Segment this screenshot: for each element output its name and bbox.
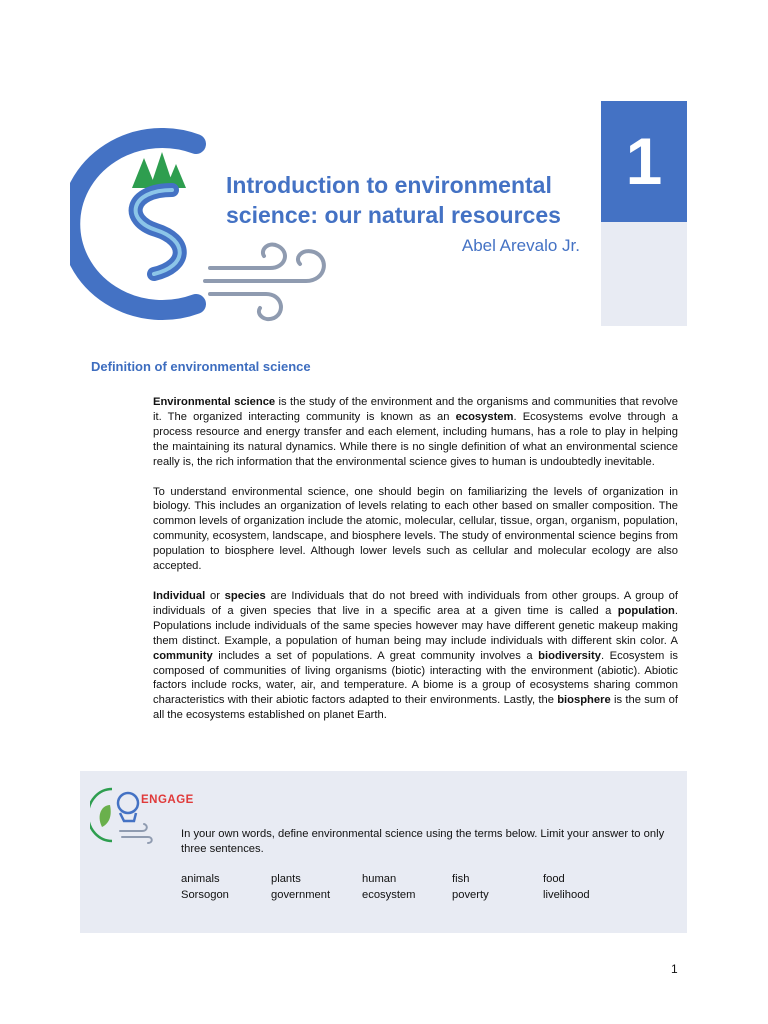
bold-term: Environmental science — [153, 396, 276, 408]
paragraph-1 — [153, 395, 678, 470]
chapter-title-line-2: science: our natural resources — [226, 202, 561, 228]
text-run: is the study of the environment and the organisms and communities that revolve it. The organized interacting community is known as an — [153, 396, 679, 423]
text-run: . Ecosystem is composed of communities of living organisms (biotic) interacting with the environment (abiotic). Abiotic factors include rocks, water, air, and temperature. A biome is a group of ecosystems sharing common characteristics with their abiotic factors adapted to their environments. Lastly, the — [153, 649, 678, 707]
section-heading: Definition of environmental science — [91, 359, 311, 374]
text-run: or — [205, 589, 225, 602]
term: human — [362, 873, 397, 885]
chapter-number-panel — [601, 222, 687, 326]
term: livelihood — [543, 889, 590, 901]
term: fish — [452, 873, 470, 885]
bold-term: population — [617, 604, 675, 617]
term: Sorsogon — [181, 889, 229, 901]
bold-term: biodiversity — [538, 649, 601, 662]
term: government — [271, 889, 331, 901]
bold-term: species — [224, 589, 266, 602]
bold-term: community — [153, 649, 213, 662]
text-run: . Populations include individuals of the same species however may have different genetic makeup making them distinct. Example, a population of human being may include individuals with different skin color. A — [153, 604, 678, 647]
text-run: is the sum of all the ecosystems established on planet Earth. — [153, 694, 678, 722]
term: animals — [181, 873, 220, 885]
body-text — [153, 395, 678, 738]
page-number: 1 — [671, 962, 678, 976]
engage-instruction: In your own words, define environmental science using the terms below. Limit your answer to only three sentences. — [181, 828, 665, 855]
bold-term: biosphere — [557, 694, 611, 707]
engage-terms — [181, 872, 633, 903]
paragraph-2 — [153, 485, 678, 574]
engage-label: ENGAGE — [141, 794, 194, 806]
engage-head-leaf-icon — [90, 783, 154, 847]
term: poverty — [452, 889, 489, 901]
text-run: are Individuals that do not breed with individuals from other groups. A group of individuals of a given species that live in a specific area at a given time is called a — [153, 589, 678, 617]
text-run: To understand environmental science, one should begin on familiarizing the levels of organization in biology. This includes an organization of levels relating to each other based on smaller composition. The common levels of organization include the atomic, molecular, cellular, tissue, organ, organism, population, community, ecosystem, landscape, and biosphere levels. The study of environmental science begins from population to biosphere level. Although lower levels such as cellular and molecular ecology are also accepted. — [153, 485, 678, 573]
author-name: Abel Arevalo Jr. — [461, 236, 580, 255]
paragraph-3 — [153, 589, 678, 723]
chapter-title-line-1: Introduction to environmental — [226, 172, 552, 198]
chapter-number: 1 — [601, 101, 687, 222]
term: ecosystem — [362, 889, 416, 901]
chapter-title — [226, 170, 606, 230]
text-run: includes a set of populations. A great community involves a — [212, 649, 539, 662]
term: plants — [271, 873, 301, 885]
bold-term: Individual — [153, 589, 206, 602]
text-run: . Ecosystems evolve through a process resource and energy transfer and each element, including humans, has a role to play in helping the maintaining its natural dynamics. While there is no single definition of what an environmental science really is, the rich information that the environmental science gives to human is undoubtedly inevitable. — [153, 410, 678, 468]
bold-term: ecosystem — [455, 410, 514, 423]
term: food — [543, 873, 565, 885]
